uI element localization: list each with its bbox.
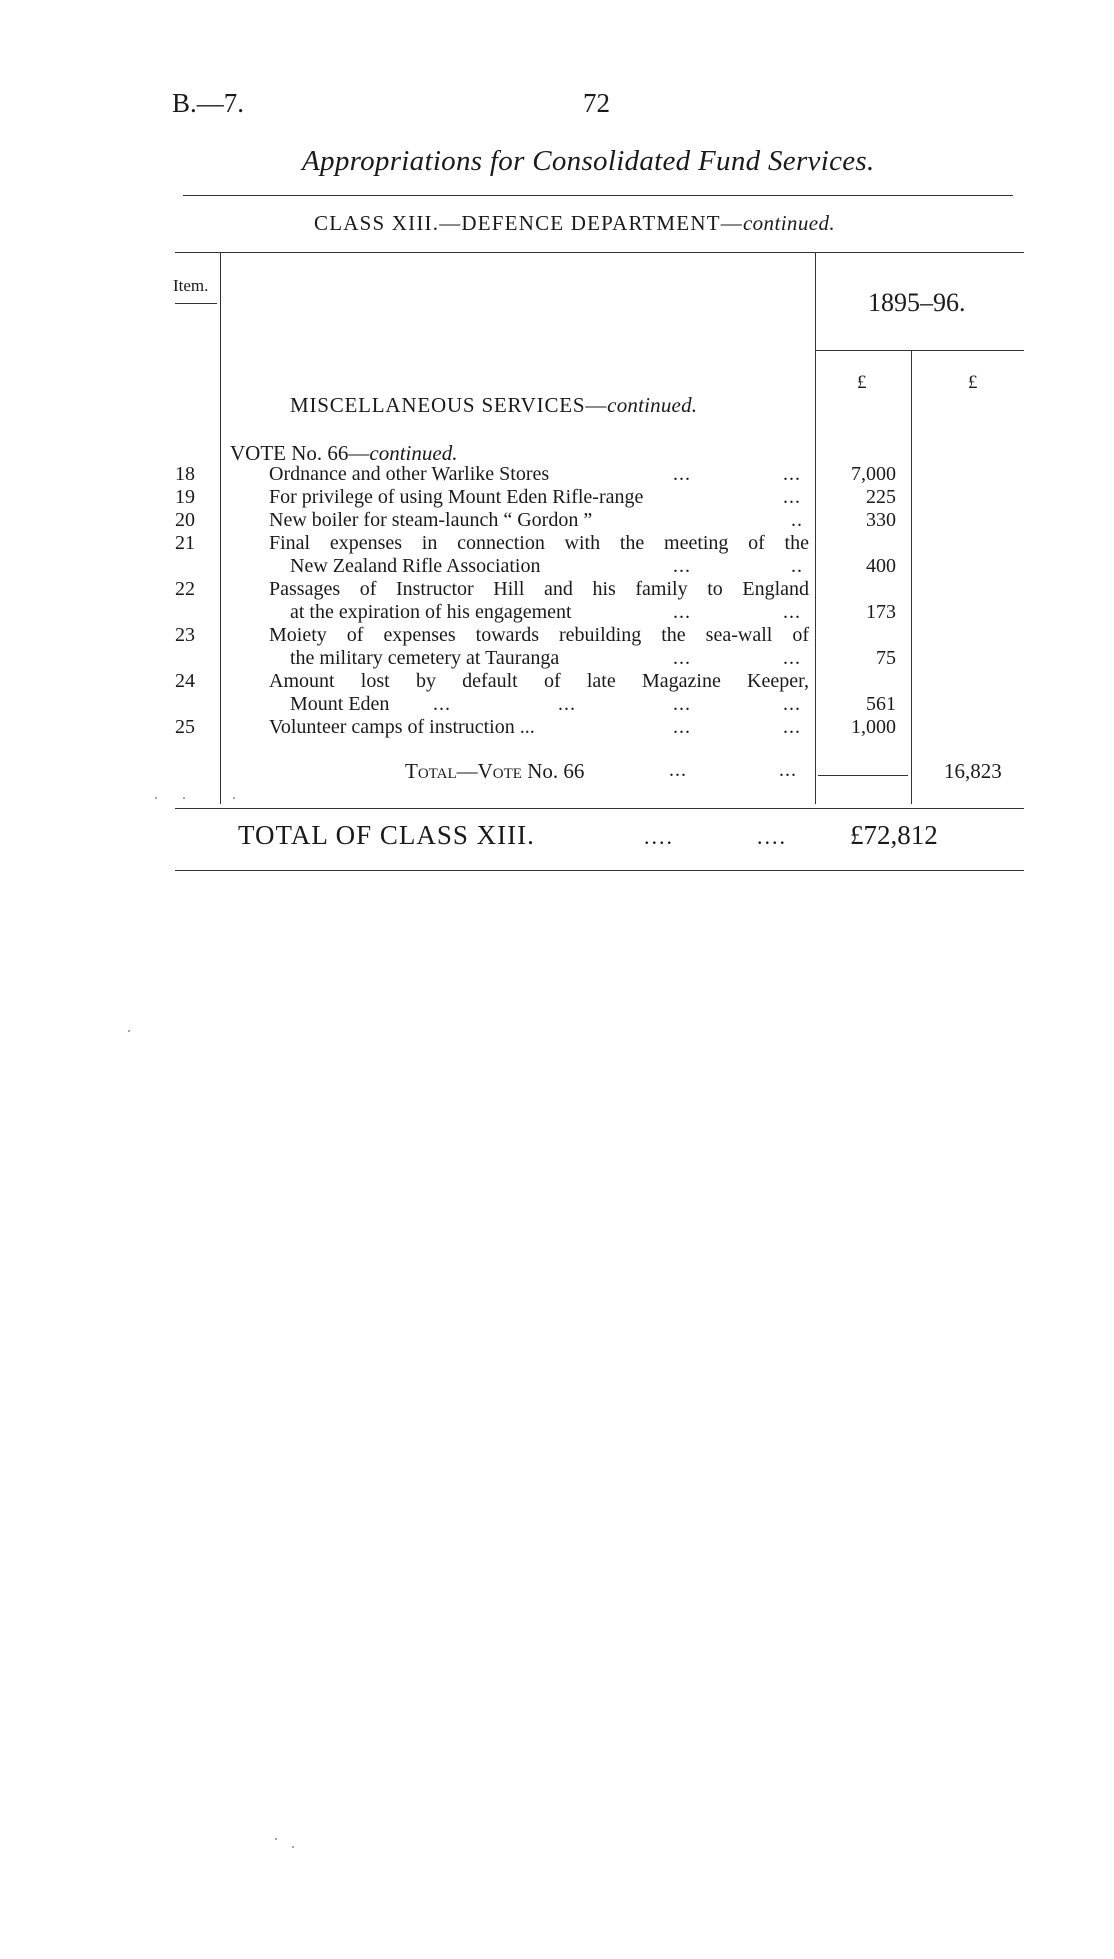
class-heading-continued: continued. [742,211,835,235]
table-row: 18 Ordnance and other Warlike Stores ... ... 7,000 [0,463,1114,486]
leader-dots: ... [558,693,576,715]
class-heading [314,211,835,236]
item-column-header: Item. [173,276,209,295]
leader-dots: .. [791,555,803,577]
item-amount: 330 [866,509,896,531]
item-number: 23 [175,624,195,646]
item-number: 22 [175,578,195,600]
print-speck [275,1838,277,1840]
subtotal-rule [818,775,908,776]
leader-dots: ... [673,693,691,715]
vote-total-amount: 16,823 [944,759,1002,783]
leader-dots: ... [433,693,451,715]
print-speck [155,797,157,799]
vote-total-suffix: No. 66 [521,759,585,783]
class-total-amount: £72,812 [850,820,938,850]
section-heading-main: MISCELLANEOUS SERVICES— [290,393,608,417]
item-amount: 1,000 [851,716,896,738]
table-row-continuation: at the expiration of his engagement ... ... 173 [290,601,896,623]
print-speck [292,1846,294,1848]
year-header: 1895–96. [868,288,966,317]
class-total-label: TOTAL OF CLASS XIII. [238,820,535,850]
page-title: Appropriations for Consolidated Fund Services. [302,145,875,177]
table-row: 24 Amount lost by default of late Magazine Keeper, [0,670,1114,693]
item-number: 21 [175,532,195,554]
currency-symbol-items: £ [857,372,867,393]
leader-dots: .... [757,824,787,849]
item-number: 19 [175,486,195,508]
leader-dots: ... [783,463,801,485]
leader-dots: ... [673,601,691,623]
table-row-continuation: the military cemetery at Tauranga ... ... 75 [290,647,896,669]
section-heading [290,393,697,418]
print-speck [233,797,235,799]
vote-total-prefix: Total— [405,759,478,783]
leader-dots: ... [673,716,691,738]
item-number: 18 [175,463,195,485]
leader-dots: .. [791,509,803,531]
class-total-rule [175,870,1024,871]
table-row: 19 For privilege of using Mount Eden Rifle-range ... 225 [0,486,1114,509]
vote-heading-continued: continued. [369,441,458,465]
table-top-rule [175,252,1024,253]
table-row: 25 Volunteer camps of instruction ... ... ... 1,000 [0,716,1114,739]
vote-total-label [405,759,584,784]
item-amount: 225 [866,486,896,508]
print-speck [183,797,185,799]
item-number: 25 [175,716,195,738]
item-header-rule [175,303,217,304]
title-rule [183,195,1013,196]
item-amount: 7,000 [851,463,896,485]
leader-dots: ... [779,759,797,781]
item-number: 24 [175,670,195,692]
vote-heading-main: VOTE No. 66— [230,441,370,465]
item-amount: 75 [876,647,896,669]
leader-dots: ... [783,693,801,715]
leader-dots: ... [783,486,801,508]
table-bottom-rule [175,808,1024,809]
item-amount: 561 [866,693,896,715]
leader-dots: ... [673,555,691,577]
section-heading-continued: continued. [607,393,698,417]
currency-symbol-total: £ [968,372,978,393]
leader-dots: ... [783,601,801,623]
vote-total-vote-word: Vote [477,759,522,783]
page-number: 72 [583,88,610,118]
leader-dots: ... [673,463,691,485]
item-amount: 173 [866,601,896,623]
table-row-continuation: New Zealand Rifle Association ... .. 400 [290,555,896,577]
table-row-continuation: Mount Eden ... ... ... ... 561 [290,693,896,715]
table-row: 20 New boiler for steam-launch “ Gordon ” .. 330 [0,509,1114,532]
leader-dots: ... [673,647,691,669]
print-speck [128,1030,130,1032]
document-reference: B.—7. [172,88,245,118]
item-number: 20 [175,509,195,531]
leader-dots: ... [783,716,801,738]
item-amount: 400 [866,555,896,577]
table-row: 23 Moiety of expenses towards rebuilding the sea-wall of [0,624,1114,647]
class-heading-main: CLASS XIII.—DEFENCE DEPARTMENT— [314,211,743,235]
table-row: 21 Final expenses in connection with the meeting of the [0,532,1114,555]
leader-dots: ... [783,647,801,669]
leader-dots: .... [644,824,674,849]
leader-dots: ... [669,759,687,781]
year-header-rule [815,350,1024,351]
table-row: 22 Passages of Instructor Hill and his family to England [0,578,1114,601]
